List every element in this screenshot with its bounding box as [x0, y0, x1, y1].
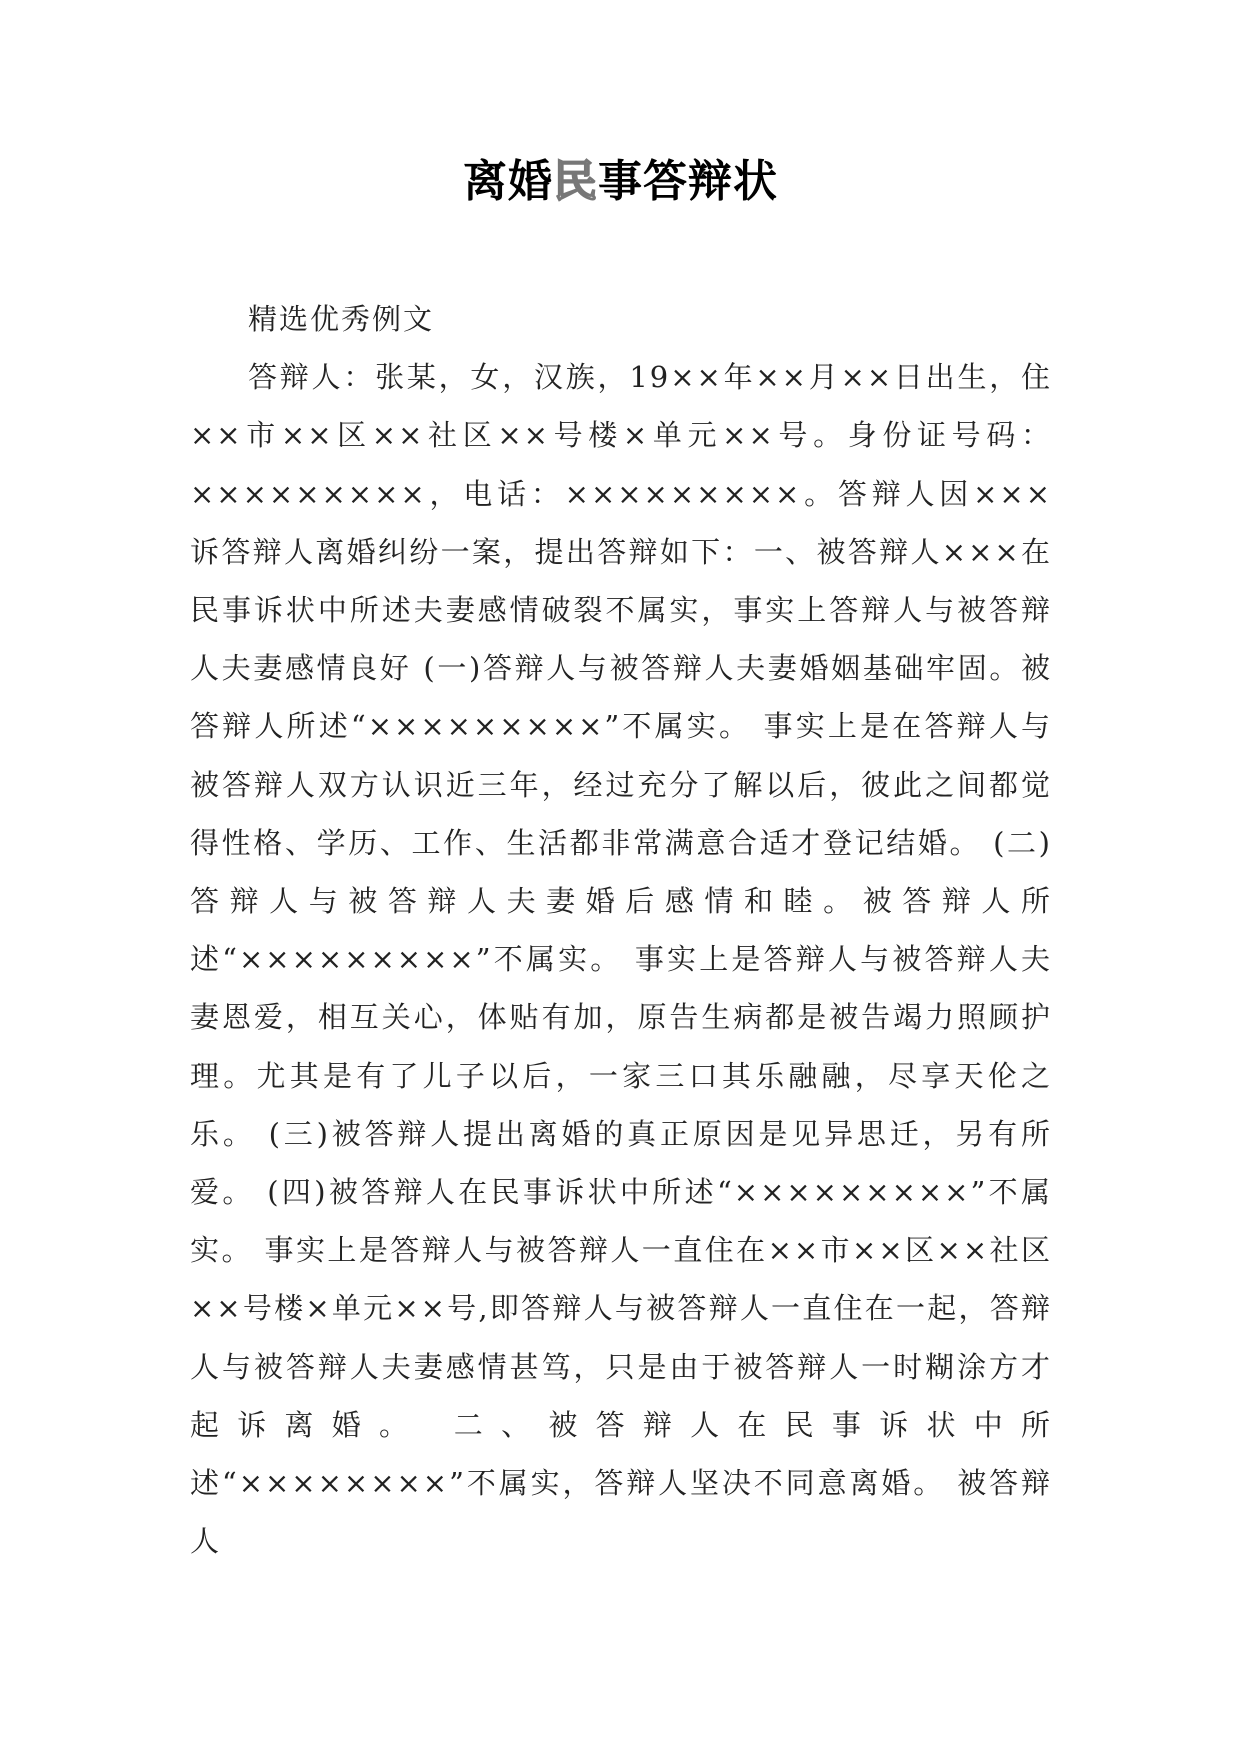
- title-text-part3: 事答辩状: [598, 156, 778, 207]
- title-text-part1: 离婚: [463, 156, 553, 207]
- document-body: [190, 290, 1052, 1570]
- subtitle-paragraph: 精选优秀例文: [248, 302, 435, 336]
- document-title: [0, 152, 1241, 212]
- title-text-outlined-char: 民: [553, 156, 598, 207]
- body-paragraph: 答辩人：张某，女，汉族，19××年××月××日出生，住××市××区××社区××号楼×单元××号。身份证号码：×××××××××，电话：×××××××××。答辩人因×××诉答辩人离婚纠纷一案，提出答辩如下：一、被答辩人×××在民事诉状中所述夫妻感情破裂不属实，事实上答辩人与被答辩人夫妻感情良好 (一)答辩人与被答辩人夫妻婚姻基础牢固。被答辩人所述“×××××××××”不属实。 事实上是在答辩人与被答辩人双方认识近三年，经过充分了解以后，彼此之间都觉得性格、学历、工作、生活都非常满意合适才登记结婚。 (二)答辩人与被答辩人夫妻婚后感情和睦。被答辩人所述“×××××××××”不属实。 事实上是答辩人与被答辩人夫妻恩爱，相互关心，体贴有加，原告生病都是被告竭力照顾护理。尤其是有了儿子以后，一家三口其乐融融，尽享天伦之乐。 (三)被答辩人提出离婚的真正原因是见异思迁，另有所爱。 (四)被答辩人在民事诉状中所述“×××××××××”不属实。 事实上是答辩人与被答辩人一直住在××市××区××社区××号楼×单元××号,即答辩人与被答辩人一直住在一起，答辩人与被答辩人夫妻感情甚笃，只是由于被答辩人一时糊涂方才起诉离婚。 二、被答辩人在民事诉状中所述“××××××××”不属实，答辩人坚决不同意离婚。 被答辩人: [190, 360, 1052, 1559]
